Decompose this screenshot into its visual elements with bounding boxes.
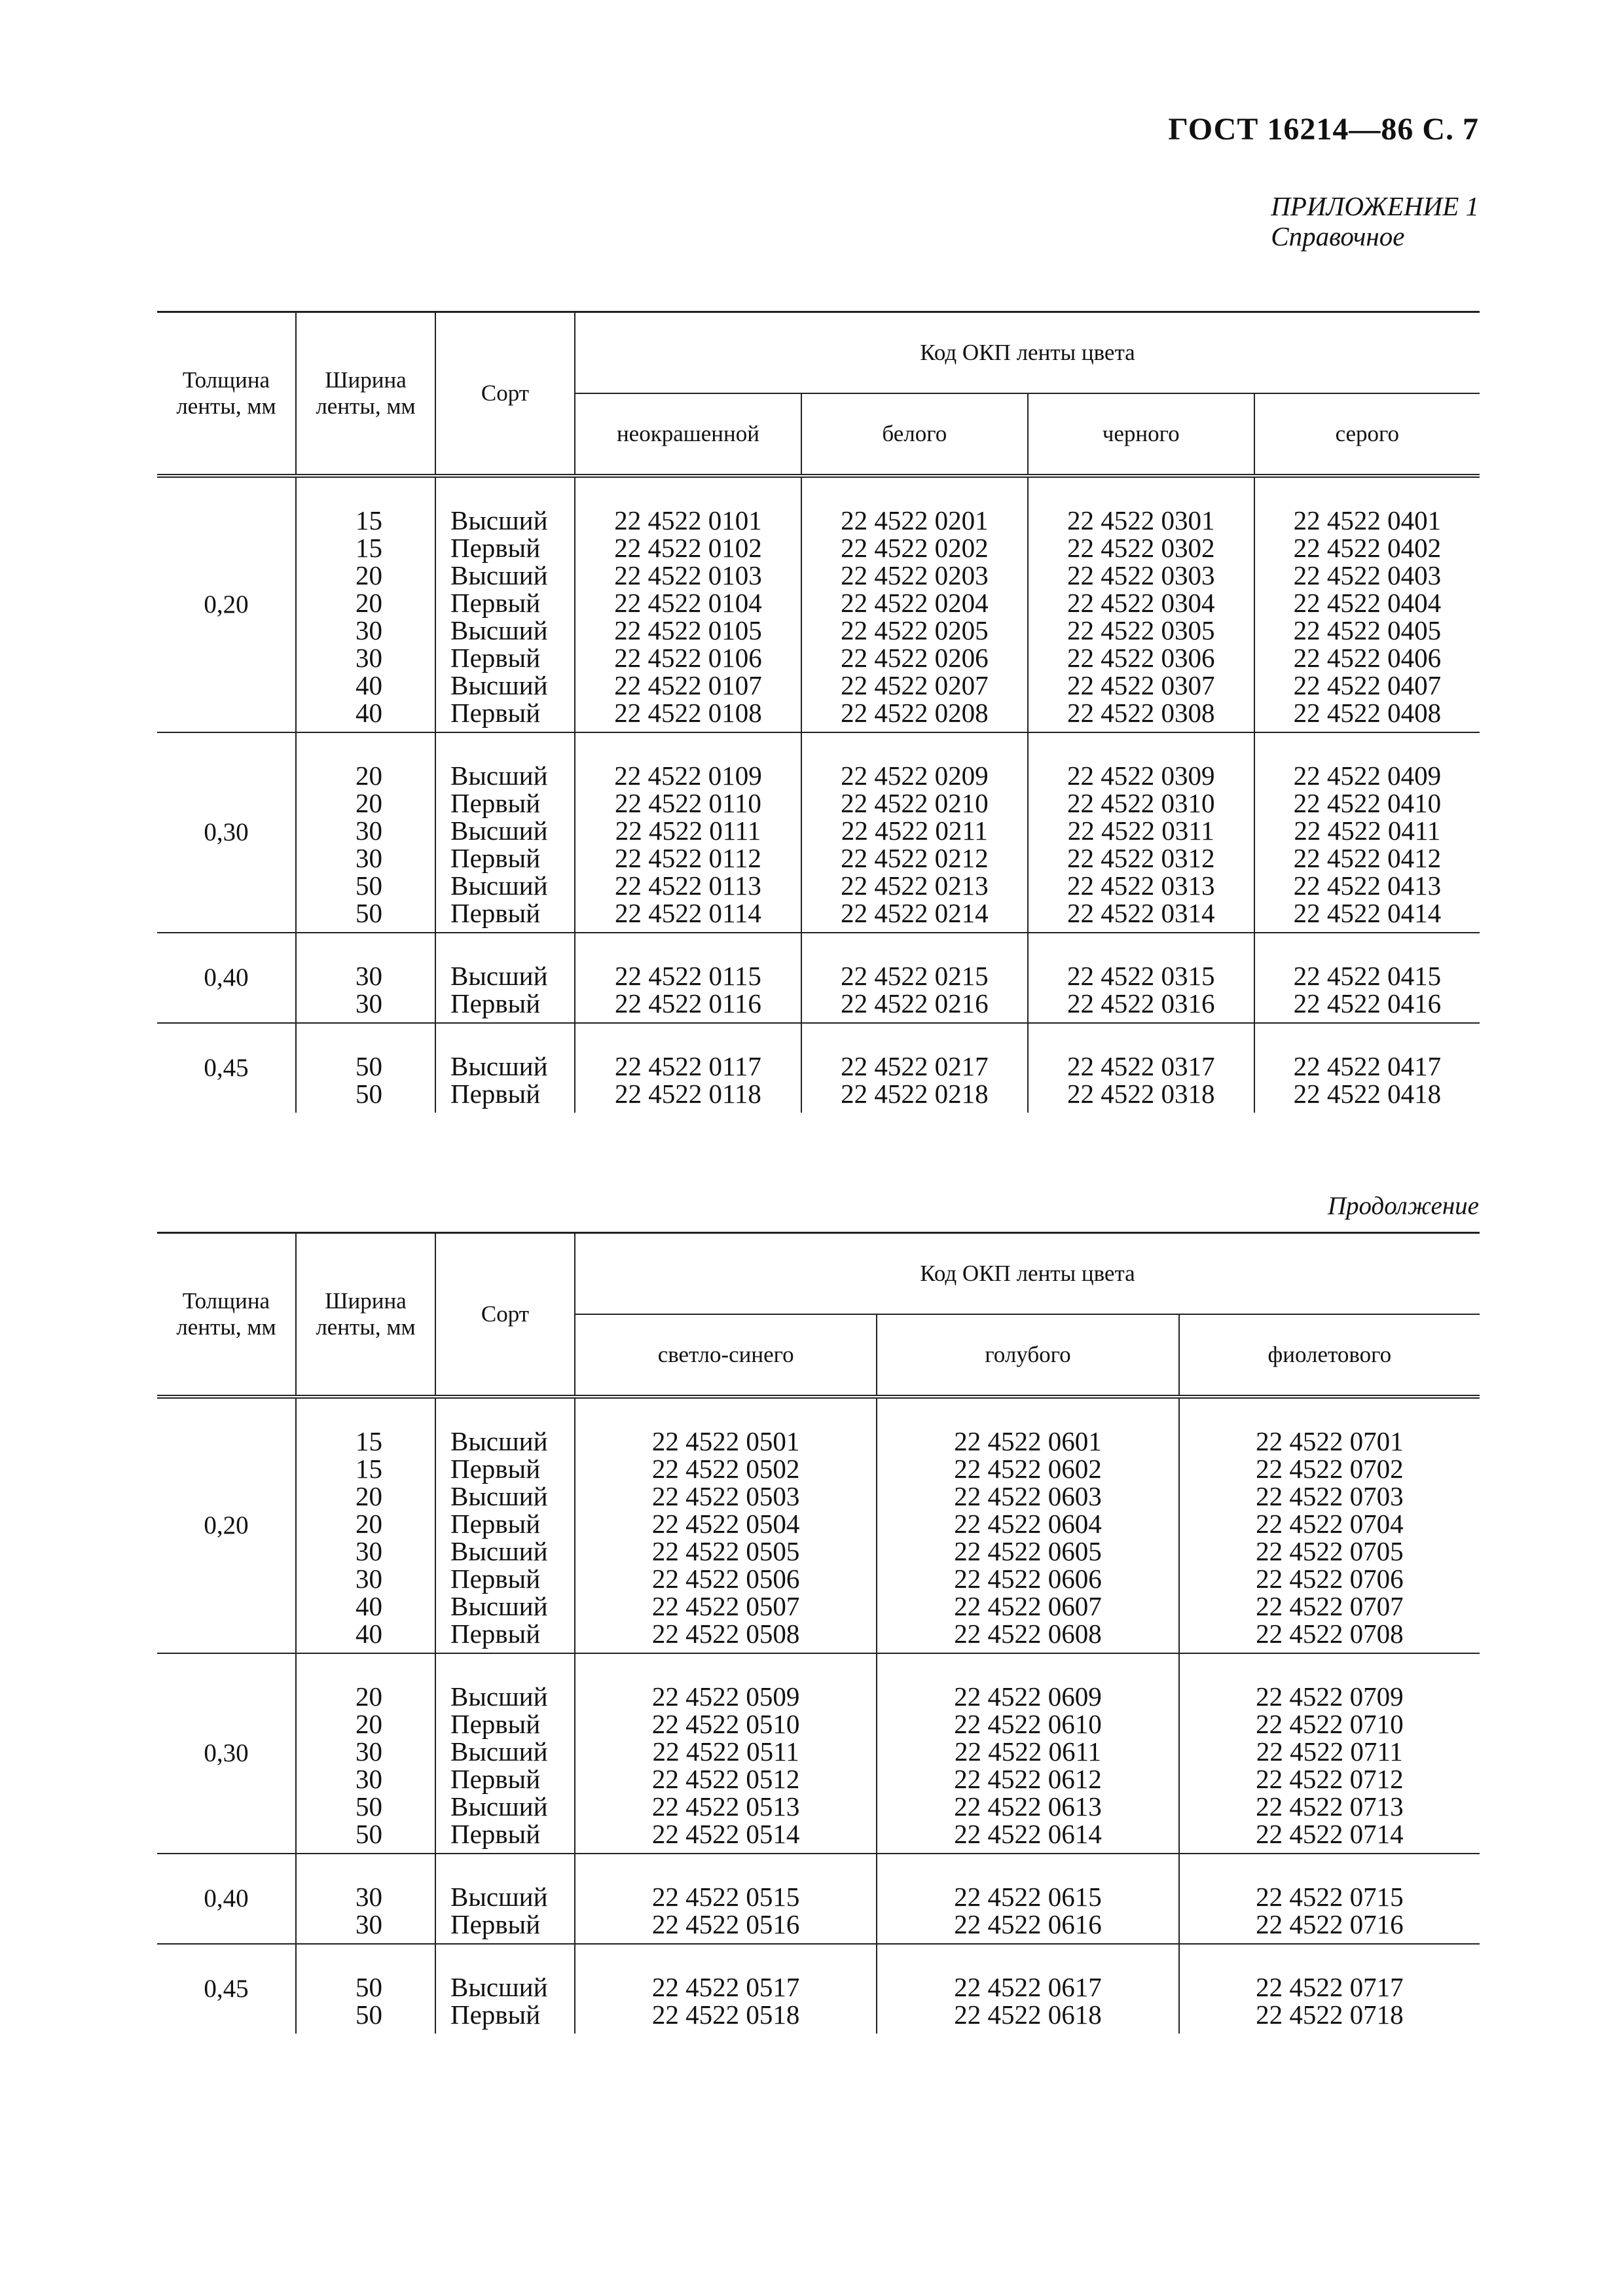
okp-code-value: 22 4522 0316 bbox=[1067, 988, 1215, 1018]
okp-code-value: 22 4522 0416 bbox=[1293, 988, 1442, 1018]
okp-code-value: 22 4522 0303 bbox=[1067, 560, 1215, 590]
width-value: 15 bbox=[356, 533, 382, 563]
width-value: 40 bbox=[356, 670, 382, 700]
grade-value: Первый bbox=[450, 533, 541, 563]
okp-code-value: 22 4522 0509 bbox=[651, 1681, 800, 1712]
okp-code-value: 22 4522 0601 bbox=[954, 1426, 1102, 1456]
okp-code-value: 22 4522 0304 bbox=[1067, 588, 1215, 618]
okp-code-value: 22 4522 0203 bbox=[841, 560, 989, 590]
header-grade: Сорт bbox=[435, 1233, 575, 1397]
okp-code-value: 22 4522 0201 bbox=[841, 505, 989, 535]
grade-value: Высший bbox=[450, 1051, 548, 1081]
grade-value: Высший bbox=[450, 1736, 548, 1767]
width-value: 30 bbox=[356, 643, 382, 673]
width-value: 50 bbox=[356, 1819, 382, 1849]
width-value: 20 bbox=[356, 1709, 382, 1739]
okp-code-value: 22 4522 0108 bbox=[614, 698, 762, 728]
grade-value: Первый bbox=[450, 698, 541, 728]
okp-code-cell bbox=[575, 476, 801, 732]
width-value: 30 bbox=[356, 816, 382, 846]
table-row-group bbox=[157, 1944, 1480, 2034]
okp-code-value: 22 4522 0604 bbox=[954, 1509, 1102, 1539]
okp-code-value: 22 4522 0205 bbox=[841, 615, 989, 645]
okp-code-cell bbox=[1254, 1023, 1480, 1113]
okp-code-value: 22 4522 0512 bbox=[651, 1764, 800, 1794]
okp-code-cell bbox=[1179, 1397, 1480, 1653]
okp-code-cell bbox=[575, 1397, 877, 1653]
okp-code-cell bbox=[1028, 1023, 1254, 1113]
appendix-heading bbox=[1271, 191, 1479, 251]
okp-code-value: 22 4522 0305 bbox=[1067, 615, 1215, 645]
okp-code-value: 22 4522 0313 bbox=[1067, 870, 1215, 901]
okp-code-cell bbox=[1179, 1653, 1480, 1854]
width-value: 40 bbox=[356, 1619, 382, 1649]
okp-code-value: 22 4522 0414 bbox=[1293, 898, 1442, 928]
okp-code-value: 22 4522 0502 bbox=[651, 1454, 800, 1484]
width-cell bbox=[296, 1023, 435, 1113]
width-value: 50 bbox=[356, 870, 382, 901]
grade-cell bbox=[435, 933, 575, 1023]
okp-code-value: 22 4522 0613 bbox=[954, 1791, 1102, 1821]
table-body bbox=[157, 1397, 1480, 2034]
okp-code-value: 22 4522 0503 bbox=[651, 1481, 800, 1511]
okp-code-cell bbox=[1254, 476, 1480, 732]
okp-code-value: 22 4522 0608 bbox=[954, 1619, 1102, 1649]
width-value: 50 bbox=[356, 898, 382, 928]
okp-code-value: 22 4522 0504 bbox=[651, 1509, 800, 1539]
width-value: 20 bbox=[356, 560, 382, 590]
okp-code-value: 22 4522 0510 bbox=[651, 1709, 800, 1739]
grade-value: Высший bbox=[450, 816, 548, 846]
width-cell bbox=[296, 1854, 435, 1944]
width-cell bbox=[296, 933, 435, 1023]
okp-code-cell bbox=[575, 1023, 801, 1113]
table-row-group bbox=[157, 1023, 1480, 1113]
width-value: 20 bbox=[356, 1481, 382, 1511]
okp-code-value: 22 4522 0102 bbox=[614, 533, 762, 563]
okp-code-cell bbox=[575, 1854, 877, 1944]
okp-code-value: 22 4522 0306 bbox=[1067, 643, 1215, 673]
okp-code-value: 22 4522 0514 bbox=[651, 1819, 800, 1849]
header-color: фиолетового bbox=[1179, 1314, 1480, 1397]
okp-code-table-2 bbox=[157, 1232, 1480, 2034]
grade-value: Высший bbox=[450, 505, 548, 535]
okp-code-cell bbox=[575, 1944, 877, 2034]
grade-value: Первый bbox=[450, 1709, 541, 1739]
okp-code-value: 22 4522 0307 bbox=[1067, 670, 1215, 700]
header-thickness: Толщина ленты, мм bbox=[157, 1233, 296, 1397]
okp-code-cell bbox=[877, 1944, 1178, 2034]
okp-code-cell bbox=[1179, 1944, 1480, 2034]
width-value: 15 bbox=[356, 1454, 382, 1484]
okp-code-value: 22 4522 0404 bbox=[1293, 588, 1442, 618]
okp-code-value: 22 4522 0716 bbox=[1256, 1909, 1404, 1939]
header-color: голубого bbox=[877, 1314, 1178, 1397]
grade-cell bbox=[435, 1944, 575, 2034]
okp-code-value: 22 4522 0407 bbox=[1293, 670, 1442, 700]
header-thickness: Толщина ленты, мм bbox=[157, 312, 296, 476]
okp-code-value: 22 4522 0615 bbox=[954, 1882, 1102, 1912]
width-cell bbox=[296, 1397, 435, 1653]
okp-code-cell bbox=[575, 732, 801, 933]
okp-code-value: 22 4522 0308 bbox=[1067, 698, 1215, 728]
okp-code-cell bbox=[1254, 732, 1480, 933]
okp-code-value: 22 4522 0104 bbox=[614, 588, 762, 618]
okp-code-value: 22 4522 0704 bbox=[1256, 1509, 1404, 1539]
okp-code-value: 22 4522 0715 bbox=[1256, 1882, 1404, 1912]
okp-code-cell bbox=[877, 1653, 1178, 1854]
okp-code-value: 22 4522 0103 bbox=[614, 560, 762, 590]
width-value: 40 bbox=[356, 698, 382, 728]
okp-code-value: 22 4522 0507 bbox=[651, 1591, 800, 1621]
okp-code-value: 22 4522 0417 bbox=[1293, 1051, 1442, 1081]
okp-code-cell bbox=[1028, 476, 1254, 732]
grade-value: Высший bbox=[450, 615, 548, 645]
okp-code-value: 22 4522 0310 bbox=[1067, 788, 1215, 818]
okp-code-value: 22 4522 0318 bbox=[1067, 1079, 1215, 1109]
okp-code-value: 22 4522 0101 bbox=[614, 505, 762, 535]
okp-code-value: 22 4522 0606 bbox=[954, 1564, 1102, 1594]
okp-code-value: 22 4522 0607 bbox=[954, 1591, 1102, 1621]
okp-code-value: 22 4522 0412 bbox=[1293, 843, 1442, 873]
width-value: 30 bbox=[356, 988, 382, 1018]
grade-value: Первый bbox=[450, 843, 541, 873]
grade-cell bbox=[435, 1854, 575, 1944]
okp-code-value: 22 4522 0114 bbox=[614, 898, 761, 928]
grade-value: Первый bbox=[450, 898, 541, 928]
width-value: 20 bbox=[356, 788, 382, 818]
grade-value: Первый bbox=[450, 1909, 541, 1939]
okp-code-value: 22 4522 0517 bbox=[651, 1972, 800, 2002]
okp-code-value: 22 4522 0107 bbox=[614, 670, 762, 700]
okp-code-value: 22 4522 0106 bbox=[614, 643, 762, 673]
header-color: светло-синего bbox=[575, 1314, 877, 1397]
width-cell bbox=[296, 476, 435, 732]
width-value: 30 bbox=[356, 1536, 382, 1566]
okp-code-cell bbox=[1028, 732, 1254, 933]
header-width: Ширина ленты, мм bbox=[296, 312, 435, 476]
okp-code-value: 22 4522 0217 bbox=[841, 1051, 989, 1081]
width-value: 20 bbox=[356, 588, 382, 618]
okp-code-cell bbox=[1254, 933, 1480, 1023]
thickness-cell: 0,40 bbox=[204, 1884, 249, 1912]
width-value: 30 bbox=[356, 1882, 382, 1912]
grade-value: Высший bbox=[450, 870, 548, 901]
grade-value: Первый bbox=[450, 1819, 541, 1849]
width-cell bbox=[296, 1653, 435, 1854]
okp-code-value: 22 4522 0603 bbox=[954, 1481, 1102, 1511]
okp-code-value: 22 4522 0302 bbox=[1067, 533, 1215, 563]
grade-value: Высший bbox=[450, 1972, 548, 2002]
thickness-cell: 0,20 bbox=[204, 590, 249, 619]
okp-code-value: 22 4522 0209 bbox=[841, 761, 989, 791]
okp-code-value: 22 4522 0701 bbox=[1256, 1426, 1404, 1456]
grade-value: Первый bbox=[450, 788, 541, 818]
width-value: 50 bbox=[356, 1051, 382, 1081]
okp-code-cell bbox=[801, 476, 1028, 732]
appendix-title: ПРИЛОЖЕНИЕ 1 bbox=[1271, 191, 1479, 221]
okp-code-value: 22 4522 0207 bbox=[841, 670, 989, 700]
okp-code-value: 22 4522 0309 bbox=[1067, 761, 1215, 791]
okp-code-value: 22 4522 0409 bbox=[1293, 761, 1442, 791]
okp-code-value: 22 4522 0211 bbox=[841, 816, 988, 846]
okp-code-value: 22 4522 0713 bbox=[1256, 1791, 1404, 1821]
thickness-cell: 0,20 bbox=[204, 1511, 249, 1539]
grade-value: Высший bbox=[450, 1591, 548, 1621]
header-grade: Сорт bbox=[435, 312, 575, 476]
width-value: 30 bbox=[356, 1909, 382, 1939]
grade-value: Высший bbox=[450, 560, 548, 590]
okp-code-value: 22 4522 0706 bbox=[1256, 1564, 1404, 1594]
okp-code-value: 22 4522 0717 bbox=[1256, 1972, 1404, 2002]
okp-code-value: 22 4522 0202 bbox=[841, 533, 989, 563]
okp-code-value: 22 4522 0614 bbox=[954, 1819, 1102, 1849]
okp-code-value: 22 4522 0315 bbox=[1067, 961, 1215, 991]
grade-value: Первый bbox=[450, 1509, 541, 1539]
grade-cell bbox=[435, 1653, 575, 1854]
grade-value: Первый bbox=[450, 588, 541, 618]
thickness-cell: 0,45 bbox=[204, 1054, 249, 1082]
okp-code-value: 22 4522 0605 bbox=[954, 1536, 1102, 1566]
okp-code-value: 22 4522 0110 bbox=[614, 788, 761, 818]
width-value: 40 bbox=[356, 1591, 382, 1621]
width-value: 30 bbox=[356, 1736, 382, 1767]
okp-code-value: 22 4522 0301 bbox=[1067, 505, 1215, 535]
okp-code-value: 22 4522 0410 bbox=[1293, 788, 1442, 818]
okp-code-value: 22 4522 0408 bbox=[1293, 698, 1442, 728]
grade-cell bbox=[435, 732, 575, 933]
header-code-group: Код ОКП ленты цвета bbox=[575, 312, 1480, 394]
okp-code-value: 22 4522 0216 bbox=[841, 988, 989, 1018]
okp-code-value: 22 4522 0703 bbox=[1256, 1481, 1404, 1511]
table-row-group bbox=[157, 1397, 1480, 1653]
okp-code-value: 22 4522 0513 bbox=[651, 1791, 800, 1821]
grade-value: Высший bbox=[450, 1536, 548, 1566]
width-cell bbox=[296, 1944, 435, 2034]
okp-code-value: 22 4522 0611 bbox=[955, 1736, 1101, 1767]
okp-code-value: 22 4522 0405 bbox=[1293, 615, 1442, 645]
okp-code-value: 22 4522 0113 bbox=[614, 870, 761, 901]
width-value: 20 bbox=[356, 1509, 382, 1539]
header-color: черного bbox=[1028, 393, 1254, 476]
grade-cell bbox=[435, 476, 575, 732]
table-row-group bbox=[157, 933, 1480, 1023]
okp-code-value: 22 4522 0115 bbox=[614, 961, 761, 991]
okp-code-value: 22 4522 0709 bbox=[1256, 1681, 1404, 1712]
okp-code-value: 22 4522 0610 bbox=[954, 1709, 1102, 1739]
okp-code-cell bbox=[575, 933, 801, 1023]
continuation-label: Продолжение bbox=[1327, 1192, 1479, 1220]
okp-code-value: 22 4522 0515 bbox=[651, 1882, 800, 1912]
width-value: 30 bbox=[356, 615, 382, 645]
grade-value: Первый bbox=[450, 988, 541, 1018]
okp-code-value: 22 4522 0711 bbox=[1256, 1736, 1403, 1767]
okp-code-value: 22 4522 0415 bbox=[1293, 961, 1442, 991]
grade-cell bbox=[435, 1397, 575, 1653]
okp-code-value: 22 4522 0212 bbox=[841, 843, 989, 873]
okp-code-value: 22 4522 0617 bbox=[954, 1972, 1102, 2002]
width-value: 15 bbox=[356, 1426, 382, 1456]
thickness-cell: 0,30 bbox=[204, 1739, 249, 1767]
table-row-group bbox=[157, 1653, 1480, 1854]
okp-code-cell bbox=[877, 1854, 1178, 1944]
header-color: белого bbox=[801, 393, 1028, 476]
grade-value: Высший bbox=[450, 1681, 548, 1712]
grade-value: Первый bbox=[450, 1454, 541, 1484]
okp-code-value: 22 4522 0214 bbox=[841, 898, 989, 928]
okp-code-value: 22 4522 0708 bbox=[1256, 1619, 1404, 1649]
okp-code-value: 22 4522 0109 bbox=[614, 761, 762, 791]
grade-value: Высший bbox=[450, 1882, 548, 1912]
width-value: 50 bbox=[356, 1079, 382, 1109]
header-color: неокрашенной bbox=[575, 393, 801, 476]
header-color: серого bbox=[1254, 393, 1480, 476]
header-code-group: Код ОКП ленты цвета bbox=[575, 1233, 1480, 1315]
width-value: 30 bbox=[356, 843, 382, 873]
okp-code-value: 22 4522 0206 bbox=[841, 643, 989, 673]
okp-code-value: 22 4522 0116 bbox=[614, 988, 761, 1018]
okp-code-value: 22 4522 0403 bbox=[1293, 560, 1442, 590]
grade-value: Первый bbox=[450, 1619, 541, 1649]
okp-code-value: 22 4522 0413 bbox=[1293, 870, 1442, 901]
okp-code-cell bbox=[801, 732, 1028, 933]
okp-code-value: 22 4522 0602 bbox=[954, 1454, 1102, 1484]
thickness-cell: 0,30 bbox=[204, 818, 249, 846]
width-value: 20 bbox=[356, 761, 382, 791]
okp-code-cell bbox=[575, 1653, 877, 1854]
width-value: 15 bbox=[356, 505, 382, 535]
width-value: 20 bbox=[356, 1681, 382, 1712]
okp-code-value: 22 4522 0111 bbox=[615, 816, 761, 846]
okp-code-value: 22 4522 0204 bbox=[841, 588, 989, 618]
okp-code-value: 22 4522 0518 bbox=[651, 2000, 800, 2030]
okp-code-value: 22 4522 0411 bbox=[1294, 816, 1441, 846]
okp-code-value: 22 4522 0311 bbox=[1067, 816, 1214, 846]
table-row-group bbox=[157, 476, 1480, 732]
grade-value: Высший bbox=[450, 1791, 548, 1821]
okp-code-cell bbox=[801, 933, 1028, 1023]
grade-value: Высший bbox=[450, 761, 548, 791]
width-value: 30 bbox=[356, 961, 382, 991]
okp-code-cell bbox=[801, 1023, 1028, 1113]
okp-code-value: 22 4522 0317 bbox=[1067, 1051, 1215, 1081]
grade-value: Высший bbox=[450, 1426, 548, 1456]
okp-code-value: 22 4522 0218 bbox=[841, 1079, 989, 1109]
header-width: Ширина ленты, мм bbox=[296, 1233, 435, 1397]
okp-code-value: 22 4522 0508 bbox=[651, 1619, 800, 1649]
okp-code-value: 22 4522 0705 bbox=[1256, 1536, 1404, 1566]
width-value: 50 bbox=[356, 1791, 382, 1821]
okp-code-value: 22 4522 0506 bbox=[651, 1564, 800, 1594]
okp-code-value: 22 4522 0516 bbox=[651, 1909, 800, 1939]
okp-code-value: 22 4522 0609 bbox=[954, 1681, 1102, 1712]
okp-code-value: 22 4522 0402 bbox=[1293, 533, 1442, 563]
okp-code-value: 22 4522 0618 bbox=[954, 2000, 1102, 2030]
okp-code-value: 22 4522 0208 bbox=[841, 698, 989, 728]
okp-code-value: 22 4522 0406 bbox=[1293, 643, 1442, 673]
okp-code-value: 22 4522 0505 bbox=[651, 1536, 800, 1566]
grade-value: Первый bbox=[450, 643, 541, 673]
width-value: 30 bbox=[356, 1564, 382, 1594]
okp-code-value: 22 4522 0714 bbox=[1256, 1819, 1404, 1849]
okp-code-value: 22 4522 0718 bbox=[1256, 2000, 1404, 2030]
okp-code-value: 22 4522 0712 bbox=[1256, 1764, 1404, 1794]
okp-code-value: 22 4522 0511 bbox=[652, 1736, 799, 1767]
appendix-type: Справочное bbox=[1271, 221, 1405, 251]
table-row-group bbox=[157, 732, 1480, 933]
okp-code-value: 22 4522 0314 bbox=[1067, 898, 1215, 928]
okp-code-table-1 bbox=[157, 311, 1480, 1113]
grade-cell bbox=[435, 1023, 575, 1113]
okp-code-value: 22 4522 0702 bbox=[1256, 1454, 1404, 1484]
okp-code-value: 22 4522 0418 bbox=[1293, 1079, 1442, 1109]
okp-code-value: 22 4522 0501 bbox=[651, 1426, 800, 1456]
grade-value: Первый bbox=[450, 2000, 541, 2030]
okp-code-cell bbox=[1028, 933, 1254, 1023]
thickness-cell: 0,45 bbox=[204, 1975, 249, 2003]
width-value: 30 bbox=[356, 1764, 382, 1794]
okp-code-cell bbox=[877, 1397, 1178, 1653]
okp-code-value: 22 4522 0612 bbox=[954, 1764, 1102, 1794]
grade-value: Первый bbox=[450, 1764, 541, 1794]
page-reference: ГОСТ 16214—86 С. 7 bbox=[1168, 112, 1479, 147]
okp-code-value: 22 4522 0105 bbox=[614, 615, 762, 645]
okp-code-value: 22 4522 0616 bbox=[954, 1909, 1102, 1939]
grade-value: Первый bbox=[450, 1564, 541, 1594]
okp-code-value: 22 4522 0707 bbox=[1256, 1591, 1404, 1621]
width-value: 50 bbox=[356, 2000, 382, 2030]
okp-code-value: 22 4522 0117 bbox=[614, 1051, 761, 1081]
okp-code-value: 22 4522 0210 bbox=[841, 788, 989, 818]
okp-code-value: 22 4522 0112 bbox=[614, 843, 761, 873]
okp-code-value: 22 4522 0118 bbox=[614, 1079, 761, 1109]
grade-value: Высший bbox=[450, 670, 548, 700]
thickness-cell: 0,40 bbox=[204, 963, 249, 992]
width-cell bbox=[296, 732, 435, 933]
okp-code-value: 22 4522 0215 bbox=[841, 961, 989, 991]
table-body bbox=[157, 476, 1480, 1113]
okp-code-value: 22 4522 0401 bbox=[1293, 505, 1442, 535]
grade-value: Высший bbox=[450, 961, 548, 991]
width-value: 50 bbox=[356, 1972, 382, 2002]
grade-value: Первый bbox=[450, 1079, 541, 1109]
okp-code-value: 22 4522 0213 bbox=[841, 870, 989, 901]
okp-code-value: 22 4522 0312 bbox=[1067, 843, 1215, 873]
table-row-group bbox=[157, 1854, 1480, 1944]
grade-value: Высший bbox=[450, 1481, 548, 1511]
okp-code-cell bbox=[1179, 1854, 1480, 1944]
okp-code-value: 22 4522 0710 bbox=[1256, 1709, 1404, 1739]
